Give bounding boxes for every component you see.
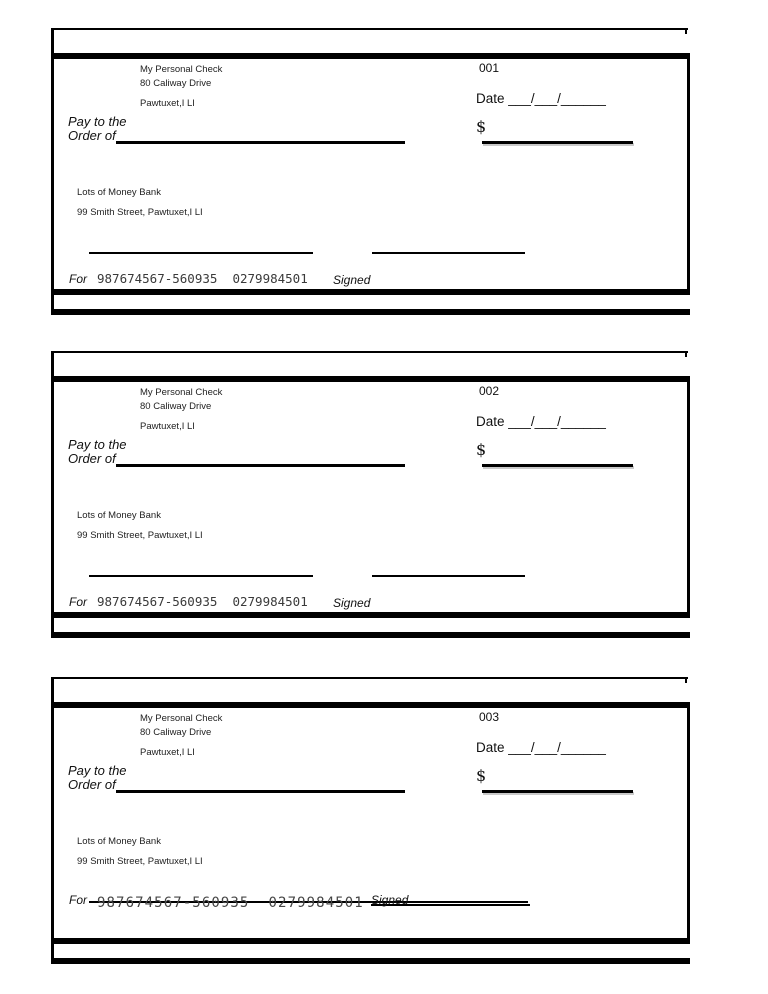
bank-address: 99 Smith Street, Pawtuxet,I LI	[77, 207, 203, 218]
payer-address-line1: 80 Caliway Drive	[140, 78, 212, 89]
date-row	[476, 741, 606, 756]
for-label: For	[69, 272, 87, 286]
bank-address: 99 Smith Street, Pawtuxet,I LI	[77, 856, 203, 867]
signature-line	[372, 252, 525, 254]
memo-line	[89, 252, 313, 254]
payee-line	[116, 790, 405, 793]
dollar-sign: $	[476, 117, 487, 136]
pay-to-the-label: Pay to the	[68, 763, 127, 778]
signed-label: Signed	[333, 273, 371, 287]
bank-name: Lots of Money Bank	[77, 187, 161, 198]
date-fill-line: ___/___/______	[508, 91, 606, 106]
pay-to-the-label: Pay to the	[68, 114, 127, 129]
bank-name: Lots of Money Bank	[77, 836, 161, 847]
stub-edge-tick	[685, 677, 687, 683]
for-label: For	[69, 893, 87, 907]
order-of-label: Order of	[68, 777, 116, 792]
check-stub	[51, 351, 688, 376]
check-unit-3	[51, 677, 690, 964]
payer-name: My Personal Check	[140, 713, 223, 724]
check-number: 002	[479, 384, 500, 398]
date-label: Date	[476, 91, 505, 106]
micr-number: 987674567-560935 0279984501	[97, 271, 308, 286]
amount-line	[482, 141, 633, 144]
date-row	[476, 415, 606, 430]
check-number: 001	[479, 61, 500, 75]
check-unit-1	[51, 28, 690, 315]
bank-name: Lots of Money Bank	[77, 510, 161, 521]
payer-name: My Personal Check	[140, 387, 223, 398]
payee-line	[116, 464, 405, 467]
left-border-strip	[51, 295, 54, 309]
date-label: Date	[476, 740, 505, 755]
payer-address-line2: Pawtuxet,I LI	[140, 747, 195, 758]
dollar-sign: $	[476, 440, 487, 459]
left-border-strip	[51, 618, 54, 632]
payer-address-line1: 80 Caliway Drive	[140, 401, 212, 412]
order-of-label: Order of	[68, 128, 116, 143]
separator-bar	[51, 309, 690, 315]
micr-number: 987674567-560935 0279984501	[97, 895, 364, 911]
dollar-sign: $	[476, 766, 487, 785]
date-fill-line: ___/___/______	[508, 414, 606, 429]
payee-line	[116, 141, 405, 144]
left-border-strip	[51, 944, 54, 958]
for-label: For	[69, 595, 87, 609]
check-number: 003	[479, 710, 500, 724]
bank-address: 99 Smith Street, Pawtuxet,I LI	[77, 530, 203, 541]
payer-address-line1: 80 Caliway Drive	[140, 727, 212, 738]
pay-to-the-label: Pay to the	[68, 437, 127, 452]
separator-bar	[51, 632, 690, 638]
separator-bar	[51, 958, 690, 964]
check-stub	[51, 677, 688, 702]
check-unit-2	[51, 351, 690, 638]
stub-edge-tick	[685, 351, 687, 357]
date-fill-line: ___/___/______	[508, 740, 606, 755]
date-label: Date	[476, 414, 505, 429]
signed-label: Signed	[333, 596, 371, 610]
amount-line	[482, 464, 633, 467]
micr-number: 987674567-560935 0279984501	[97, 594, 308, 609]
payer-name: My Personal Check	[140, 64, 223, 75]
amount-line	[482, 790, 633, 793]
stub-edge-tick	[685, 28, 687, 34]
signed-label: Signed	[371, 893, 409, 907]
date-row	[476, 92, 606, 107]
payer-address-line2: Pawtuxet,I LI	[140, 421, 195, 432]
order-of-label: Order of	[68, 451, 116, 466]
check-stub	[51, 28, 688, 53]
signature-line	[372, 575, 525, 577]
payer-address-line2: Pawtuxet,I LI	[140, 98, 195, 109]
memo-line	[89, 575, 313, 577]
